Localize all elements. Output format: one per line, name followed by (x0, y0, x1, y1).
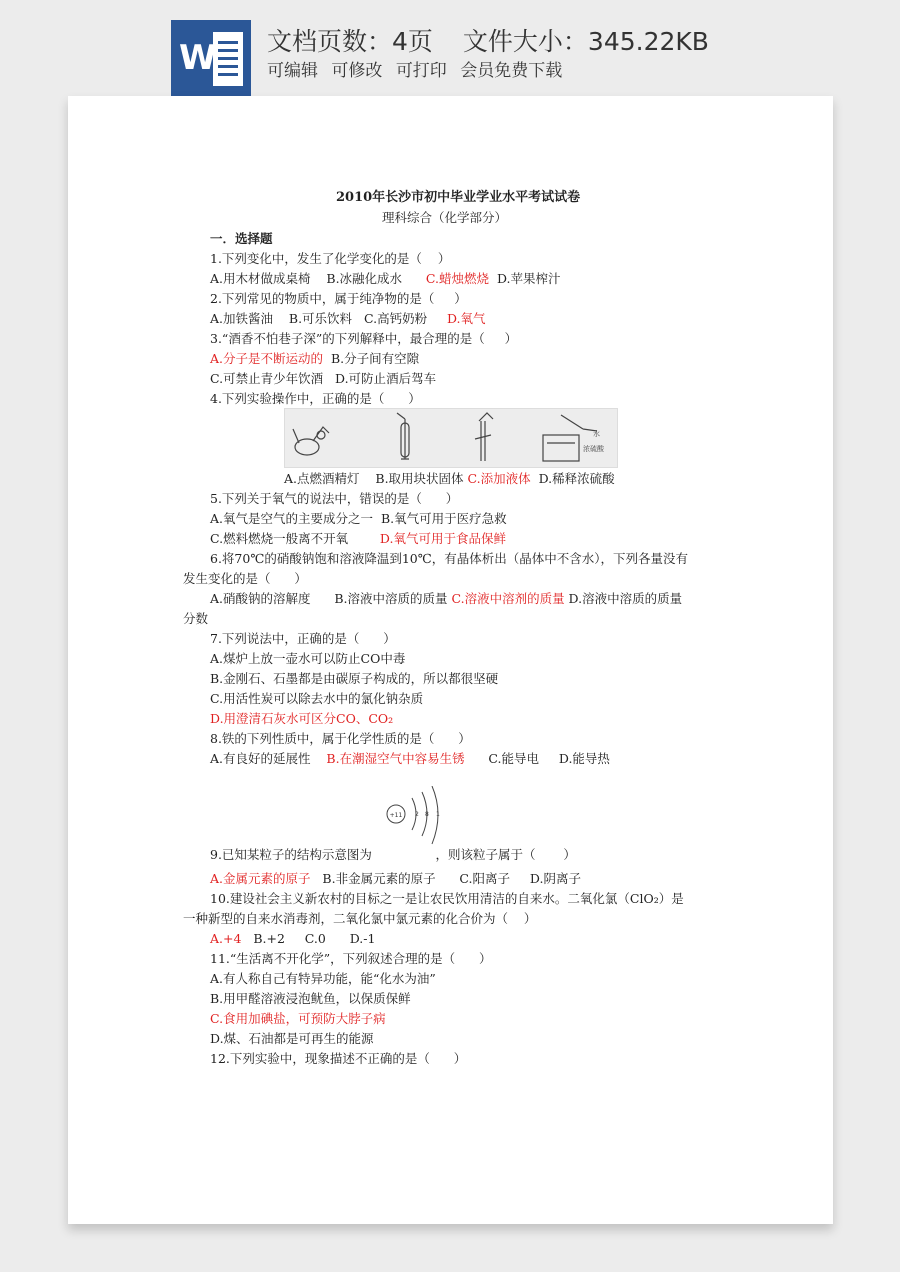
question-line (210, 489, 458, 509)
question-text: C.用活性炭可以除去水中的氯化钠杂质 (210, 691, 424, 706)
question-line (210, 589, 682, 609)
question-line (210, 969, 436, 989)
question-line (210, 1009, 386, 1029)
question-text: C.燃料燃烧一般离不开氧 (210, 531, 380, 546)
atom-shell-1: 2 (415, 811, 419, 818)
question-text: D.稀释浓硫酸 (530, 471, 615, 486)
answer-highlight: D.氧气可用于食品保鲜 (379, 531, 506, 546)
question-text: 8.铁的下列性质中，属于化学性质的是（ ） (210, 731, 471, 746)
doc-info (267, 22, 709, 58)
question-line (183, 909, 536, 929)
question-text: D.苹果榨汁 (489, 271, 561, 286)
question-line (284, 469, 615, 489)
answer-highlight: C.食用加碘盐，可预防大脖子病 (210, 1011, 386, 1026)
doc-lines-icon (213, 32, 243, 86)
question-line (210, 989, 411, 1009)
question-text: 发生变化的是（ ） (183, 571, 307, 586)
question-line (210, 309, 486, 329)
question-text: A.氧气是空气的主要成分之一 B.氧气可用于医疗急救 (210, 511, 507, 526)
question-text: 5.下列关于氧气的说法中，错误的是（ ） (210, 491, 459, 506)
question-text: 4.下列实验操作中，正确的是（ ） (210, 391, 421, 406)
question-line (210, 329, 517, 349)
question-line (210, 649, 405, 669)
feature-editable: 可编辑 (267, 61, 318, 81)
atom-nucleus: +11 (389, 812, 403, 819)
question-line (210, 349, 419, 369)
question-text: B.+2 C.0 D.-1 (241, 931, 376, 946)
question-text: D.溶液中溶质的质量 (564, 591, 683, 606)
doc-subtitle: 理科综合（化学部分） (382, 210, 508, 225)
question-line (210, 509, 507, 529)
question-text: 10.建设社会主义新农村的目标之一是让农民饮用清洁的自来水。二氧化氯（ClO₂）是 (210, 891, 684, 906)
question-text: B.分子间有空隙 (323, 351, 420, 366)
question-line (210, 669, 498, 689)
answer-highlight: A.+4 (210, 931, 242, 946)
question-text: B.非金属元素的原子 C.阳离子 D.阴离子 (310, 871, 581, 886)
question-text: A.煤炉上放一壶水可以防止CO中毒 (210, 651, 406, 666)
section-heading: 一．选择题 (210, 231, 273, 246)
question-line (210, 389, 421, 409)
question-text: A.有人称自己有特异功能，能“化水为油” (210, 971, 436, 986)
atom-shell-3: 1 (436, 811, 440, 818)
question-line (210, 549, 688, 569)
question-line (210, 1049, 466, 1069)
question-line (210, 269, 561, 289)
question-line (210, 709, 393, 729)
question-text: 一种新型的自来水消毒剂，二氧化氯中氯元素的化合价为（ ） (183, 911, 537, 926)
answer-highlight: D.氧气 (446, 311, 486, 326)
answer-highlight: C.溶液中溶剂的质量 (451, 591, 565, 606)
question-line (210, 749, 610, 769)
lab-operations-figure (284, 408, 618, 468)
question-text: A.加铁酱油 B.可乐饮料 C.高钙奶粉 (210, 311, 447, 326)
atom-shell-2: 8 (425, 811, 429, 818)
header-bar (0, 0, 900, 96)
question-line (210, 845, 576, 865)
question-text: 12.下列实验中，现象描述不正确的是（ ） (210, 1051, 467, 1066)
question-line (210, 369, 436, 389)
question-line (210, 1029, 374, 1049)
question-text: A.用木材做成桌椅 B.冰融化成水 (210, 271, 426, 286)
question-text: 2.下列常见的物质中，属于纯净物的是（ ） (210, 291, 467, 306)
answer-highlight: C.添加液体 (467, 471, 531, 486)
question-line (210, 689, 423, 709)
question-text: 分数 (183, 611, 209, 626)
question-line (210, 529, 506, 549)
feature-modifiable: 可修改 (331, 61, 383, 81)
question-text: 6.将70℃的硝酸钠饱和溶液降温到10℃，有晶体析出（晶体中不含水），下列各量没有 (210, 551, 688, 566)
feature-list (267, 56, 570, 81)
question-line (183, 569, 307, 589)
question-text: 3.“酒香不怕巷子深”的下列解释中，最合理的是（ ） (210, 331, 518, 346)
logo-letter: W (179, 38, 217, 78)
question-text: 11.“生活离不开化学”，下列叙述合理的是（ ） (210, 951, 492, 966)
question-text: C.能导电 D.能导热 (464, 751, 610, 766)
question-line (210, 929, 375, 949)
answer-highlight: C.蜡烛燃烧 (425, 271, 489, 286)
question-text: 7.下列说法中，正确的是（ ） (210, 631, 396, 646)
question-text: 1.下列变化中，发生了化学变化的是（ ） (210, 251, 451, 266)
document-page (68, 96, 833, 1224)
lab-label-water: 水 (593, 430, 600, 438)
question-line (210, 949, 492, 969)
doc-title: 2010年长沙市初中毕业学业水平考试试卷 (336, 190, 581, 205)
question-line (210, 889, 684, 909)
question-text: B.金刚石、石墨都是由碳原子构成的，所以都很坚硬 (210, 671, 499, 686)
question-line (210, 869, 581, 889)
question-text: A.点燃酒精灯 B.取用块状固体 (284, 471, 468, 486)
feature-printable: 可打印 (395, 61, 447, 81)
lab-label-acid: 浓硫酸 (583, 445, 604, 453)
question-line (210, 729, 471, 749)
answer-highlight: B.在潮湿空气中容易生锈 (326, 751, 465, 766)
question-line (183, 609, 208, 629)
question-line (210, 249, 450, 269)
answer-highlight: A.金属元素的原子 (210, 871, 311, 886)
question-text: D.煤、石油都是可再生的能源 (210, 1031, 374, 1046)
question-text: B.用甲醛溶液浸泡鱿鱼，以保质保鲜 (210, 991, 411, 1006)
page-count: 文档页数：4页 (267, 27, 433, 56)
answer-highlight: D.用澄清石灰水可区分CO、CO₂ (210, 711, 394, 726)
word-doc-icon (171, 20, 251, 96)
file-size: 文件大小：345.22KB (462, 27, 709, 56)
question-text: A.有良好的延展性 (210, 751, 327, 766)
question-text: C.可禁止青少年饮酒 D.可防止酒后驾车 (210, 371, 437, 386)
feature-free-download: 会员免费下载 (460, 61, 563, 81)
question-line (210, 289, 467, 309)
answer-highlight: A.分子是不断运动的 (210, 351, 324, 366)
question-text: A.硝酸钠的溶解度 B.溶液中溶质的质量 (210, 591, 452, 606)
question-text: 9.已知某粒子的结构示意图为 ，则该粒子属于（ ） (210, 847, 576, 862)
question-line (210, 629, 396, 649)
